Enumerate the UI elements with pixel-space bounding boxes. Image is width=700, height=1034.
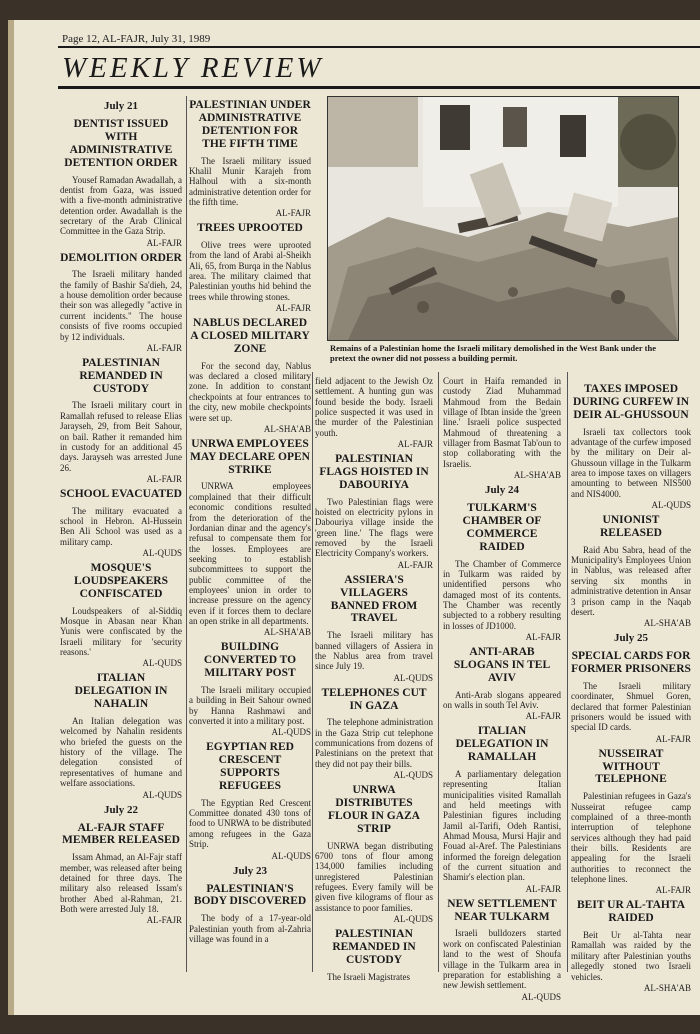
article-body: The Israeli military handed the family of Bashir Sa'dieh, 24, a house demolition order because their son was allegedly "active in current incidents." The house consists of five rooms occupied by 12 individuals. xyxy=(60,269,182,342)
article-body: Olive trees were uprooted from the land of Arabi al-Sheikh Ali, 65, from Burqa in the Nablus area. The military claimed that Palestinian youths hid behind the trees while throwing stones. xyxy=(189,240,311,302)
article-body: Raid Abu Sabra, head of the Municipality's Employees Union in Nablus, was released after serving six months in administrative detention in Ansar 3 prison camp in the Naqab desert. xyxy=(571,544,691,617)
article-body: The military evacuated a school in Hebron. Al-Hussein Ben Ali School was used as a military camp. xyxy=(60,505,182,547)
article-body: Anti-Arab slogans appeared on walls in south Tel Aviv. xyxy=(443,689,561,710)
article-source: AL-FAJR xyxy=(525,883,561,894)
article-body: The Israeli military issued Khalil Munir Karajeh from Halhoul with a six-month administrative detention order for the fifth time. xyxy=(189,155,311,207)
date-heading: July 24 xyxy=(485,484,519,497)
column-5 xyxy=(571,380,691,997)
article-source: AL-SHA'AB xyxy=(263,423,311,434)
article-source: AL-QUDS xyxy=(651,500,691,511)
article-headline: UNRWA DISTRIBUTES FLOUR IN GAZA STRIP xyxy=(327,784,420,835)
article-headline: ITALIAN DELEGATION IN RAMALLAH xyxy=(455,725,549,764)
article-body: The Israeli military occupied a building in Beit Sahour owned by Hanna Rashmawi and converted it into a military post. xyxy=(189,684,311,726)
article-body: UNRWA employees complained that their difficult economic conditions resulted from the deterioration of the Jordanian dinar and the agency's refusal to compensate them for the losses. Employees are seeking to establish subcommittees to support the public committee of the employees' union in order to increase pressure on the agency even if it forces them to declare an open strike in all departments. xyxy=(189,481,311,626)
article-source: AL-SHA'AB xyxy=(643,982,691,993)
article-body: The body of a 17-year-old Palestinian youth from al-Zahria village was found in a xyxy=(189,913,311,944)
article-source: AL-FAJR xyxy=(146,473,182,484)
article-body: A parliamentary delegation representing Italian municipalities visited Ramallah and held meetings with Palestinian figures including Jamil al-Tarifi, Odeh Rantisi, Ahmad Mousa, Mursi Hajir and Fouad al-Aref. The Palestinians informed the foreign delegation of the current situation and Shamir's election plan. xyxy=(443,768,561,883)
article-body: The Israeli Magistrates xyxy=(327,971,410,982)
date-heading: July 23 xyxy=(233,864,267,877)
article-body: The Israeli military has banned villagers of Assiera in the Nablus area from travel since July 19. xyxy=(315,630,433,672)
date-heading: July 25 xyxy=(614,632,648,645)
top-rule xyxy=(58,46,700,48)
column-1 xyxy=(60,96,182,929)
article-headline: TREES UPROOTED xyxy=(197,222,303,235)
page-folio: Page 12, AL-FAJR, July 31, 1989 xyxy=(62,33,211,45)
article-headline: DENTIST ISSUED WITH ADMINISTRATIVE DETENTION ORDER xyxy=(64,118,178,169)
article-body: Palestinian refugees in Gaza's Nusseirat refugee camp complained of a three-month interruption of telephone services although they had paid their bills. Residents are appealing for the Israeli authorities to reconnect the telephone lines. xyxy=(571,791,691,885)
article-source: AL-FAJR xyxy=(146,915,182,926)
article-source: AL-SHA'AB xyxy=(263,627,311,638)
article-body: Israeli bulldozers started work on confiscated Palestinian land to the west of Shoufa village in the Tulkarm area in preparation for establishing a new Jewish settlement. xyxy=(443,928,561,991)
article-headline: DEMOLITION ORDER xyxy=(60,251,182,264)
date-heading: July 21 xyxy=(104,100,138,112)
article-headline: UNRWA EMPLOYEES MAY DECLARE OPEN STRIKE xyxy=(190,437,310,476)
column-divider xyxy=(312,372,313,972)
article-headline: NUSSEIRAT WITHOUT TELEPHONE xyxy=(595,747,667,786)
article-source: AL-FAJR xyxy=(275,208,311,219)
article-body: The telephone administration in the Gaza Strip cut telephone communications from dozens of Palestinians on the pretext that they did not pay their bills. xyxy=(315,717,433,769)
article-source: AL-FAJR xyxy=(655,733,691,744)
column-4 xyxy=(443,376,561,1006)
article-body: An Italian delegation was welcomed by Nahalin residents who briefed the guests on the history of the village. The delegation consisted of representatives of humane and welfare associations. xyxy=(60,716,182,789)
article-source: AL-QUDS xyxy=(271,727,311,738)
article-source: AL-QUDS xyxy=(142,658,182,669)
article-body: Yousef Ramadan Awadallah, a dentist from Gaza, was issued with a five-month administrative detention order. Awadallah is the secretary of the Arab Clinical Committee in the Gaza Strip. xyxy=(60,174,182,237)
article-headline: BEIT UR AL-TAHTA RAIDED xyxy=(577,899,685,925)
article-headline: AL-FAJR STAFF MEMBER RELEASED xyxy=(62,821,180,847)
article-source: AL-FAJR xyxy=(397,439,433,450)
article-source: AL-QUDS xyxy=(393,672,433,683)
article-source: AL-QUDS xyxy=(271,850,311,861)
article-source: AL-FAJR xyxy=(146,237,182,248)
article-source: AL-QUDS xyxy=(393,770,433,781)
article-source: AL-QUDS xyxy=(142,548,182,559)
article-headline: PALESTINIAN REMANDED IN CUSTODY xyxy=(332,928,416,966)
article-headline: MOSQUE'S LOUDSPEAKERS CONFISCATED xyxy=(74,562,168,600)
article-source: AL-SHA'AB xyxy=(643,618,691,629)
photo-caption: Remains of a Palestinian home the Israeli military demolished in the West Bank under the pretext the owner did not possess a building permit. xyxy=(330,343,657,364)
article-source: AL-FAJR xyxy=(525,711,561,722)
article-source: AL-FAJR xyxy=(275,303,311,314)
article-headline: PALESTINIAN'S BODY DISCOVERED xyxy=(193,882,307,908)
article-source: AL-FAJR xyxy=(397,559,433,570)
article-headline: ITALIAN DELEGATION IN NAHALIN xyxy=(74,672,168,711)
article-headline: TULKARM'S CHAMBER OF COMMERCE RAIDED xyxy=(462,502,542,553)
column-divider xyxy=(438,372,439,972)
article-source: AL-SHA'AB xyxy=(513,470,561,481)
article-headline: TELEPHONES CUT IN GAZA xyxy=(321,686,427,712)
article-headline: NABLUS DECLARED A CLOSED MILITARY ZONE xyxy=(190,317,310,355)
article-headline: PALESTINIAN FLAGS HOISTED IN DABOURIYA xyxy=(319,453,429,491)
article-source: AL-QUDS xyxy=(142,789,182,800)
photo-image xyxy=(328,97,678,340)
column-divider xyxy=(567,372,568,972)
article-body: The Israeli military court in Ramallah refused to release Elias Jarayseh, 29, from Beit Sahour, on bail. Rather it remanded him in custody for an additional 45 days. Jarayseh was arrested June 26. xyxy=(60,400,182,473)
date-heading: July 22 xyxy=(104,803,138,816)
article-body: Issam Ahmad, an Al-Fajr staff member, was released after being detained for three days. The military also released Issam's brother Abed al-Rahman, 21. Both were arrested July 18. xyxy=(60,852,182,914)
article-body: UNRWA began distributing 6700 tons of flour among 134,000 families including unregistered Palestinian refugees. Every family will be given five kilograms of flour as assistance to poor families. xyxy=(315,840,433,913)
article-source: AL-FAJR xyxy=(655,885,691,896)
article-source: AL-QUDS xyxy=(521,991,561,1002)
column-3 xyxy=(315,376,433,982)
article-headline: NEW SETTLEMENT NEAR TULKARM xyxy=(447,897,557,923)
article-source: AL-FAJR xyxy=(525,632,561,642)
column-2 xyxy=(189,96,311,944)
article-body: Court in Haifa remanded in custody Ziad Muhammad Mahmoud from the Bedain village of Ibtan inside the 'green line.' Israeli police suspected Mahmoud of threatening a villager from Basmat Tab'oun to stop collaborating with the Israelis. xyxy=(443,376,561,469)
article-body: field adjacent to the Jewish Oz settlement. A hunting gun was found beside the body. Israeli police suspected it was used in the murder of the Palestinian youth. xyxy=(315,376,433,438)
article-headline: SPECIAL CARDS FOR FORMER PRISONERS xyxy=(571,650,691,676)
article-body: The Chamber of Commerce in Tulkarm was raided by unidentified persons who damaged most of its contents. The Chamber was recently subjected to a robbery resulting in losses of JD1000. xyxy=(443,558,561,631)
article-body: Beit Ur al-Tahta near Ramallah was raided by the military after Palestinian youths allegedly stoned two Israeli vehicles. xyxy=(571,930,691,982)
article-body: The Egyptian Red Crescent Committee donated 430 tons of food to UNRWA to be distributed among refugees in the Gaza Strip. xyxy=(189,797,311,850)
article-headline: BUILDING CONVERTED TO MILITARY POST xyxy=(203,641,297,680)
column-divider xyxy=(186,96,187,972)
article-headline: SCHOOL EVACUATED xyxy=(60,487,182,500)
article-body: Israeli tax collectors took advantage of the curfew imposed by the military on Deir al-Ghussoun village in the Tulkarm area to impose taxes on villagers amounting to between NIS500 and NIS4000. xyxy=(571,426,691,499)
article-headline: EGYPTIAN RED CRESCENT SUPPORTS REFUGEES xyxy=(206,741,294,792)
binding-edge xyxy=(8,20,14,1015)
article-body: Loudspeakers of al-Siddiq Mosque in Abasan near Khan Yunis were confiscated by the Israeli military for 'security reasons.' xyxy=(60,605,182,658)
demolished-house-photo xyxy=(327,96,679,341)
article-body: The Israeli military coordinater, Shmuel Goren, declared that former Palestinian prisoners would be issued with special ID cards. xyxy=(571,680,691,733)
article-headline: TAXES IMPOSED DURING CURFEW IN DEIR AL-GHUSSOUN xyxy=(572,383,690,421)
article-headline: ANTI-ARAB SLOGANS IN TEL AVIV xyxy=(453,646,551,684)
title-rule xyxy=(58,86,700,89)
article-body: For the second day, Nablus was declared a closed military zone. In addition to constant checkpoints at four entrances to the city, new mobile checkpoints were set up. xyxy=(189,360,311,423)
article-body: Two Palestinian flags were hoisted on electricity pylons in Dabouriya village inside the 'green line.' The flags were removed by the Israeli Electricity Company's workers. xyxy=(315,496,433,559)
article-headline: PALESTINIAN UNDER ADMINISTRATIVE DETENTION FOR THE FIFTH TIME xyxy=(189,99,311,150)
article-source: AL-QUDS xyxy=(393,914,433,924)
article-headline: PALESTINIAN REMANDED IN CUSTODY xyxy=(79,356,163,395)
article-headline: ASSIERA'S VILLAGERS BANNED FROM TRAVEL xyxy=(330,573,418,625)
page-title: WEEKLY REVIEW xyxy=(62,52,324,84)
article-headline: UNIONIST RELEASED xyxy=(600,514,662,539)
article-source: AL-FAJR xyxy=(146,342,182,353)
